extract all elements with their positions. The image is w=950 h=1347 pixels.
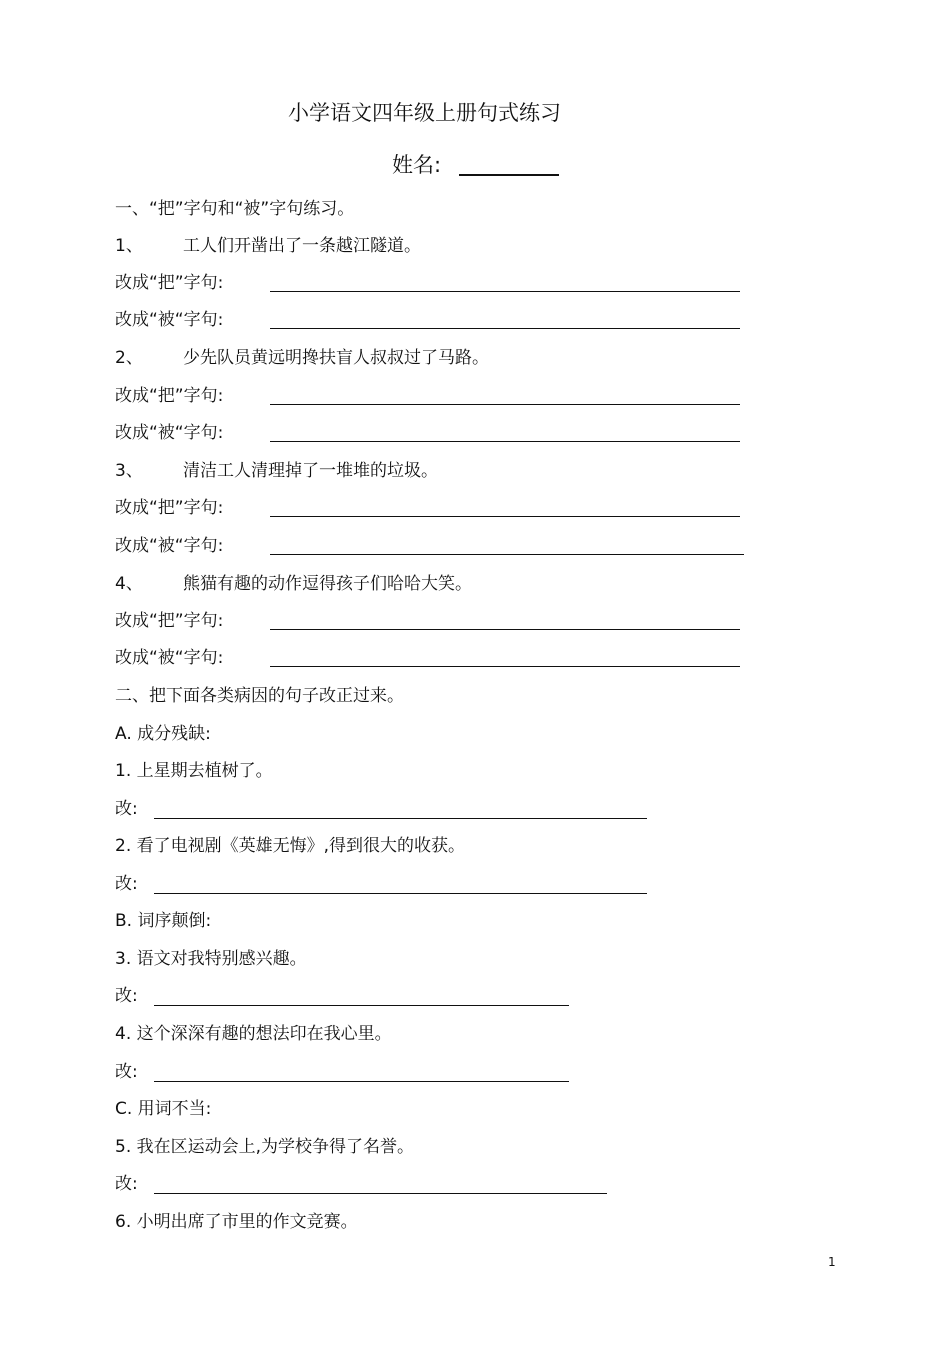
s2-item-sentence: 6. 小明出席了市里的作文竞赛。 xyxy=(115,1212,358,1232)
bei-sentence-label: 改成“被“字句: xyxy=(115,536,224,556)
page-number: 1 xyxy=(828,1255,836,1269)
name-label: 姓名: xyxy=(392,153,442,177)
answer-line[interactable] xyxy=(270,404,740,405)
answer-line[interactable] xyxy=(154,1005,569,1006)
answer-line[interactable] xyxy=(154,1081,569,1082)
s1-item-sentence: 少先队员黄远明搀扶盲人叔叔过了马路。 xyxy=(183,348,489,368)
fix-label: 改: xyxy=(115,1174,138,1194)
answer-line[interactable] xyxy=(154,893,647,894)
answer-line[interactable] xyxy=(270,554,744,555)
s1-item-number: 1、 xyxy=(115,236,143,256)
ba-sentence-label: 改成“把”字句: xyxy=(115,611,224,631)
s1-item-number: 3、 xyxy=(115,461,143,481)
fix-label: 改: xyxy=(115,799,138,819)
bei-sentence-label: 改成“被“字句: xyxy=(115,648,224,668)
answer-line[interactable] xyxy=(270,666,740,667)
category-a-heading: A. 成分残缺: xyxy=(115,724,211,744)
s2-item-sentence: 4. 这个深深有趣的想法印在我心里。 xyxy=(115,1024,392,1044)
bei-sentence-label: 改成“被“字句: xyxy=(115,310,224,330)
answer-line[interactable] xyxy=(270,629,740,630)
answer-line[interactable] xyxy=(270,291,740,292)
s2-item-sentence: 3. 语文对我特别感兴趣。 xyxy=(115,949,307,969)
name-field-line[interactable] xyxy=(459,174,559,176)
section2-heading: 二、把下面各类病因的句子改正过来。 xyxy=(115,686,404,706)
category-c-heading: C. 用词不当: xyxy=(115,1099,212,1119)
s1-item-sentence: 熊猫有趣的动作逗得孩子们哈哈大笑。 xyxy=(183,574,472,594)
answer-line[interactable] xyxy=(154,1193,607,1194)
page-title: 小学语文四年级上册句式练习 xyxy=(288,101,561,125)
s2-item-sentence: 1. 上星期去植树了。 xyxy=(115,761,273,781)
fix-label: 改: xyxy=(115,1062,138,1082)
answer-line[interactable] xyxy=(270,441,740,442)
s1-item-number: 2、 xyxy=(115,348,143,368)
ba-sentence-label: 改成“把”字句: xyxy=(115,386,224,406)
fix-label: 改: xyxy=(115,874,138,894)
category-b-heading: B. 词序颠倒: xyxy=(115,911,212,931)
answer-line[interactable] xyxy=(270,516,740,517)
answer-line[interactable] xyxy=(270,328,740,329)
s2-item-sentence: 5. 我在区运动会上,为学校争得了名誉。 xyxy=(115,1137,415,1157)
section1-heading: 一、“把”字句和“被”字句练习。 xyxy=(115,199,355,219)
s1-item-number: 4、 xyxy=(115,574,143,594)
s1-item-sentence: 工人们开凿出了一条越江隧道。 xyxy=(183,236,421,256)
ba-sentence-label: 改成“把”字句: xyxy=(115,273,224,293)
answer-line[interactable] xyxy=(154,818,647,819)
s2-item-sentence: 2. 看了电视剧《英雄无悔》,得到很大的收获。 xyxy=(115,836,466,856)
bei-sentence-label: 改成“被“字句: xyxy=(115,423,224,443)
s1-item-sentence: 清洁工人清理掉了一堆堆的垃圾。 xyxy=(183,461,438,481)
ba-sentence-label: 改成“把”字句: xyxy=(115,498,224,518)
fix-label: 改: xyxy=(115,986,138,1006)
